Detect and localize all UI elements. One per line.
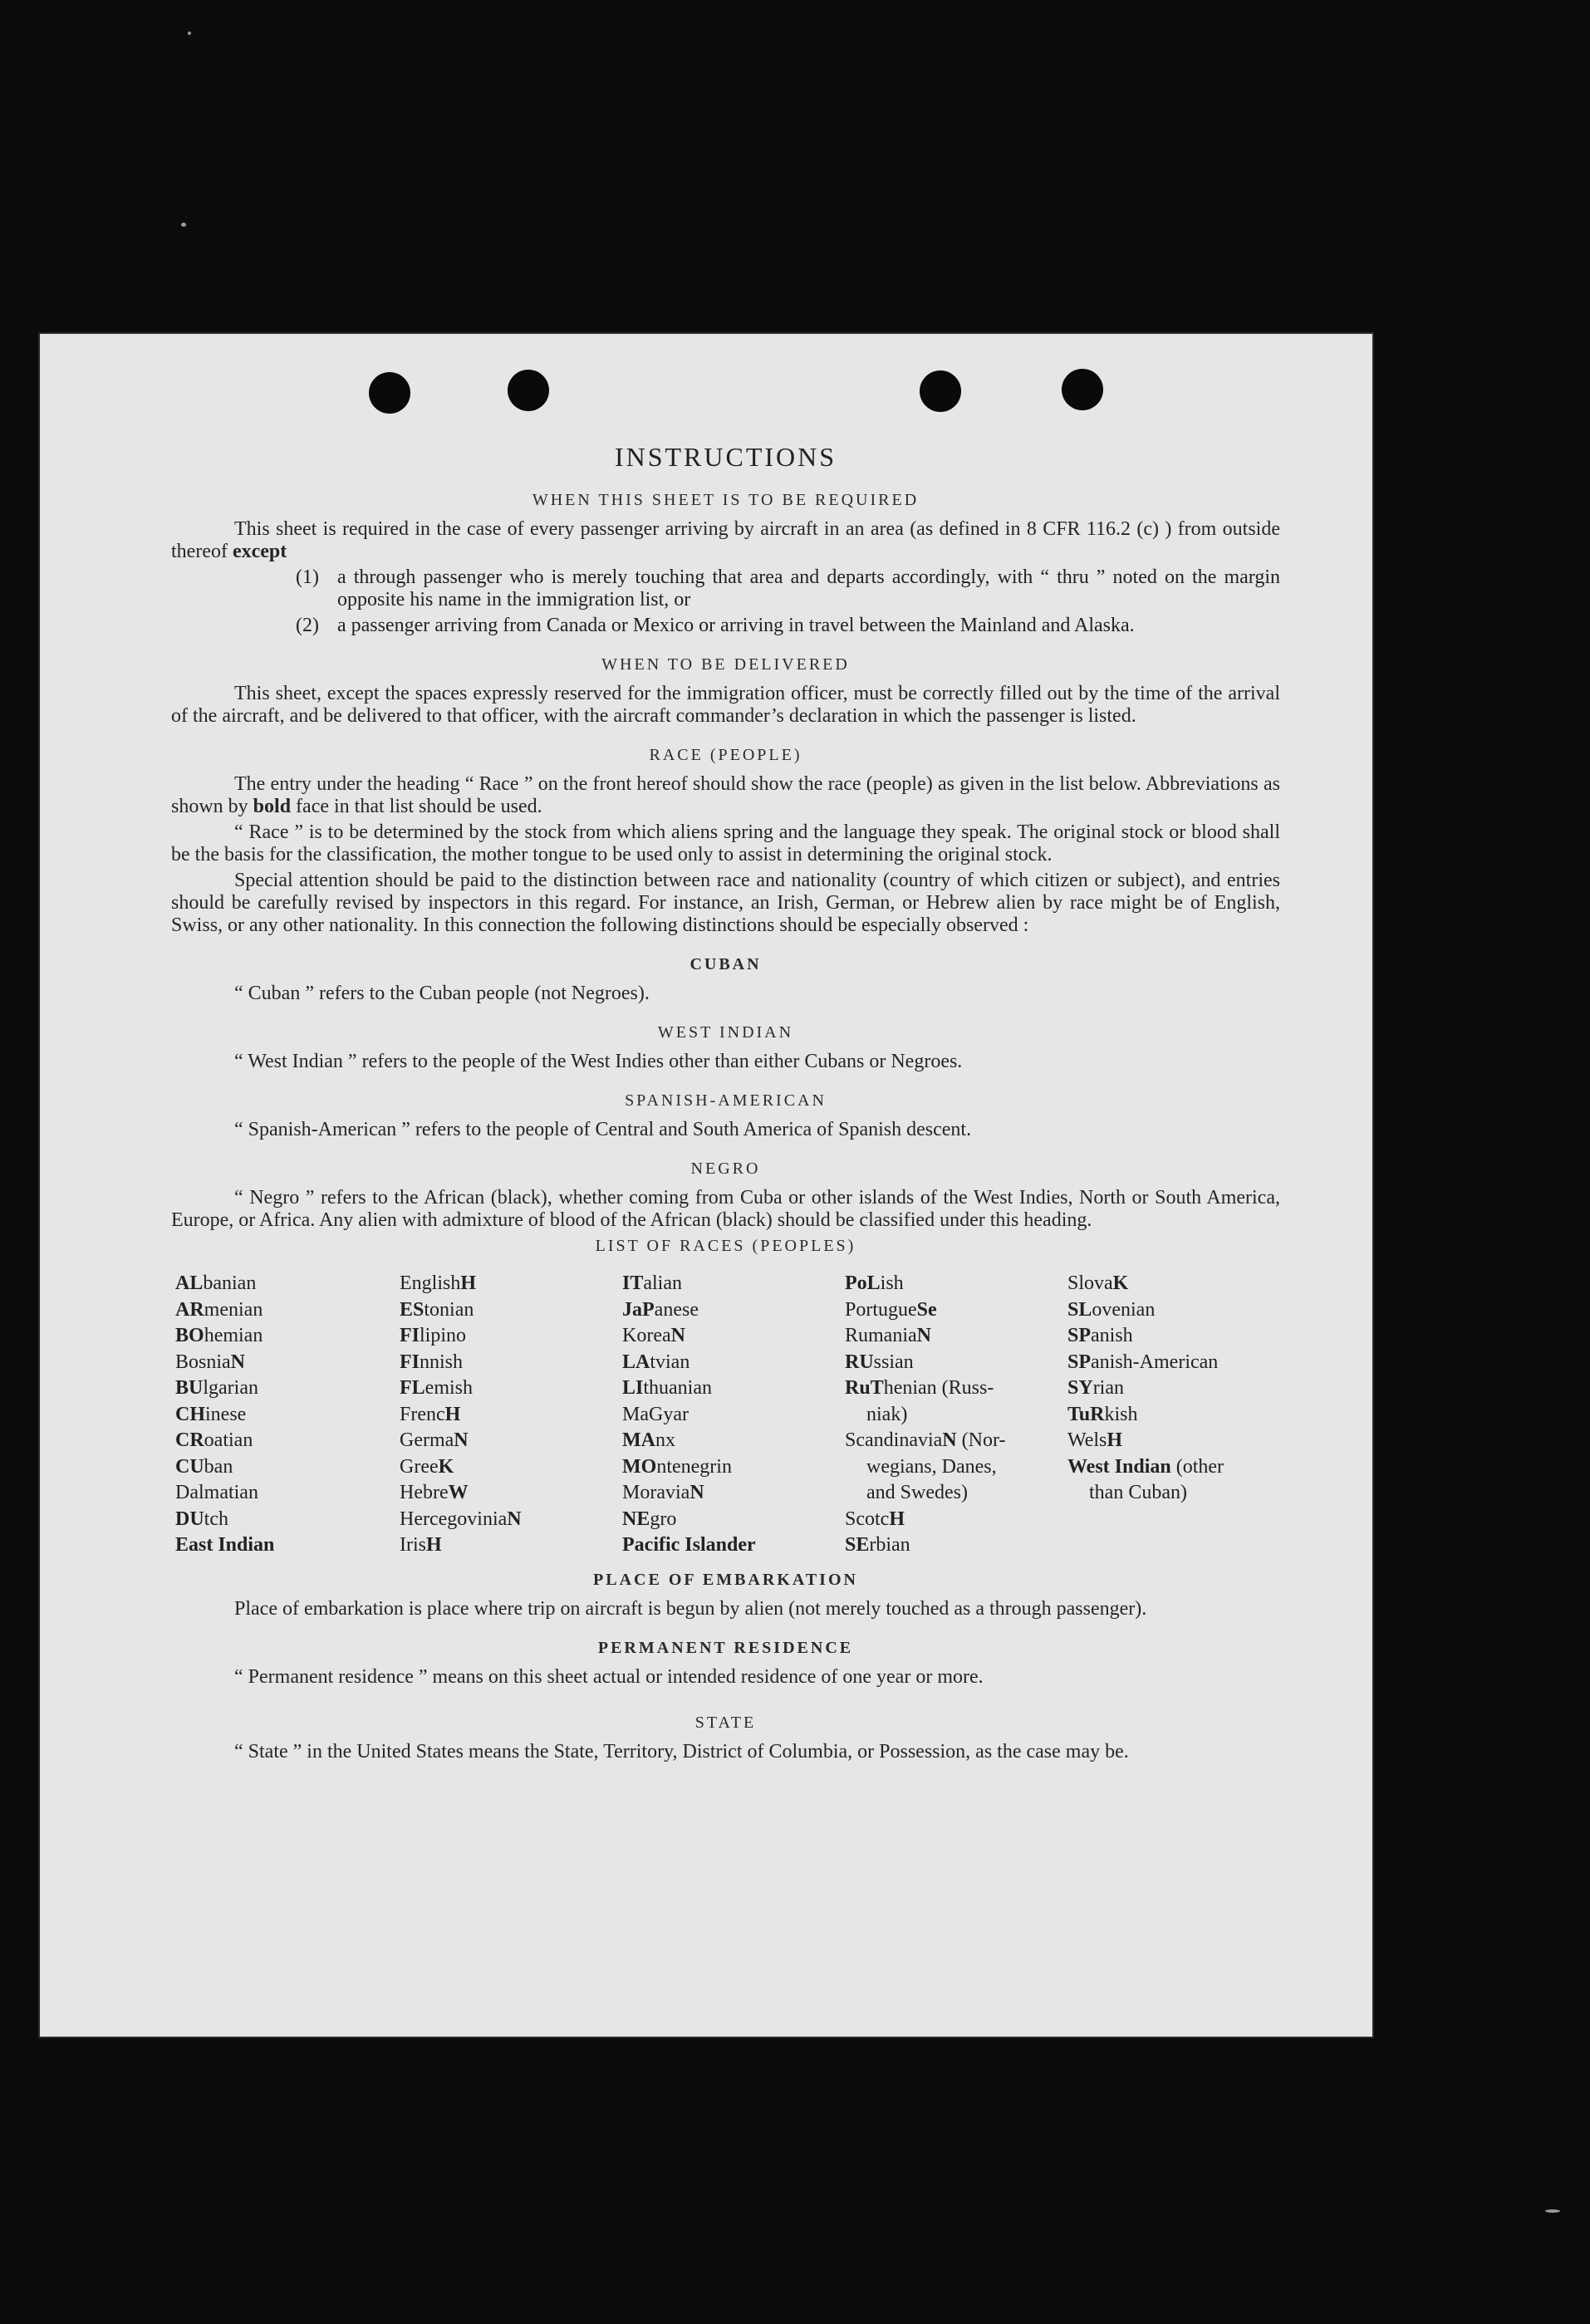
item-text: a through passenger who is merely touching that area and departs accordingly, with “ thru ” noted on the margin opposite his name in the immigration list, or [337, 566, 1280, 610]
scan-speck [181, 223, 186, 227]
race-abbrev: BO [175, 1325, 204, 1346]
section-heading-delivered: WHEN TO BE DELIVERED [601, 655, 850, 674]
section-heading-embarkation: PLACE OF EMBARKATION [593, 1570, 858, 1589]
required-intro-text: This sheet is required in the case of every passenger arriving by aircraft in an area (as defined in 8 CFR 116.2 (c) ) from outside thereof [171, 518, 1280, 562]
race-entry: SErbian [845, 1534, 910, 1556]
race-abbrev: NE [622, 1508, 650, 1530]
race-abbrev: AR [175, 1298, 204, 1321]
race-abbrev: SP [1067, 1325, 1092, 1346]
race-abbrev: PoL [845, 1272, 881, 1294]
state-text: “ State ” in the United States means the State, Territory, District of Columbia, or Possession, as the case may be. [234, 1740, 1129, 1763]
race-entry: SLovenian [1067, 1298, 1156, 1321]
race-entry: EStonian [400, 1298, 474, 1321]
races-column [1067, 1271, 1317, 1559]
race-abbrev: CR [175, 1429, 204, 1451]
race-entry: ARmenian [175, 1298, 263, 1321]
residence-text: “ Permanent residence ” means on this sheet actual or intended residence of one year or more. [234, 1665, 984, 1688]
race-abbrev: W [448, 1482, 469, 1503]
race-entry: FrencH [400, 1403, 461, 1425]
race-abbrev: SP [1067, 1351, 1092, 1373]
race-abbrev: N [230, 1351, 246, 1373]
race-entry: MoraviaN [622, 1482, 704, 1503]
item-number: (1) [296, 566, 319, 588]
race-abbrev: DU [175, 1508, 204, 1530]
race-entry: niak) [866, 1403, 908, 1425]
punch-hole [369, 372, 410, 414]
race-entry: NEgro [622, 1508, 677, 1530]
race-abbrev: JaP [622, 1298, 655, 1321]
race-entry: West Indian (other [1067, 1455, 1224, 1478]
race-abbrev: K [1112, 1272, 1129, 1294]
race-entry: MAnx [622, 1429, 675, 1451]
race-abbrev: CU [175, 1455, 204, 1478]
races-column [845, 1271, 1067, 1559]
race-entry: SPanish-American [1067, 1351, 1219, 1373]
race-entry: HercegoviniaN [400, 1508, 522, 1530]
race-entry: JaPanese [622, 1298, 699, 1321]
races-column [622, 1271, 845, 1559]
scan-speck [1545, 2209, 1560, 2213]
section-heading-races-list: LIST OF RACES (PEOPLES) [595, 1237, 856, 1255]
race-abbrev: H [460, 1272, 477, 1294]
required-item [171, 566, 1280, 611]
race-entry [622, 1532, 845, 1559]
race-abbrev: RuT [845, 1377, 884, 1399]
race-abbrev: Se [916, 1298, 937, 1321]
required-item [171, 615, 1280, 637]
races-list [175, 1271, 1280, 1559]
race-paragraph-2: “ Race ” is to be determined by the stock from which aliens spring and the language they speak. The original stock or blood shall be the basis for the classification, the mother tongue to be used only to assist in determining the original stock. [171, 821, 1280, 865]
race-entry: LAtvian [622, 1351, 690, 1373]
section-heading-spanish-american: SPANISH-AMERICAN [625, 1091, 827, 1110]
race-abbrev: N [916, 1325, 931, 1346]
race-abbrev: Pacific Islander [622, 1534, 756, 1556]
race-entry: WelsH [1067, 1429, 1123, 1451]
race-abbrev: MA [622, 1429, 655, 1451]
race-entry: MOntenegrin [622, 1455, 732, 1478]
scan-speck [188, 32, 191, 35]
punch-hole [508, 370, 549, 411]
race-entry: TuRkish [1067, 1403, 1138, 1425]
race-entry: LIthuanian [622, 1377, 712, 1399]
item-number: (2) [296, 615, 319, 636]
race-entry: Dalmatian [175, 1482, 258, 1503]
section-heading-state: STATE [694, 1713, 757, 1732]
race-abbrev: H [889, 1508, 905, 1530]
race-entry: than Cuban) [1089, 1482, 1187, 1503]
race-entry: PortugueSe [845, 1298, 937, 1321]
negro-text: “ Negro ” refers to the African (black), whether coming from Cuba or other islands of the West Indies, North or South America, Europe, or Africa. Any alien with admixture of blood of the African (black) should be classified under this heading. [171, 1187, 1280, 1231]
spanish-american-text: “ Spanish-American ” refers to the people of Central and South America of Spanish descent. [234, 1119, 972, 1140]
section-heading-race: RACE (PEOPLE) [649, 746, 802, 764]
race-p1-bold: bold [253, 796, 292, 817]
race-abbrev: FL [400, 1377, 425, 1399]
cuban-text: “ Cuban ” refers to the Cuban people (not Negroes). [234, 983, 650, 1004]
race-entry: RUssian [845, 1351, 914, 1373]
race-abbrev: N [507, 1508, 522, 1530]
race-paragraph-1 [171, 773, 1280, 818]
race-entry [175, 1532, 400, 1559]
document-title: INSTRUCTIONS [614, 442, 837, 472]
item-text: a passenger arriving from Canada or Mexico or arriving in travel between the Mainland and Alaska. [337, 615, 1135, 636]
race-abbrev: H [1107, 1429, 1123, 1451]
races-column [400, 1271, 622, 1559]
race-entry: CHinese [175, 1403, 247, 1425]
instruction-sheet [38, 332, 1374, 2038]
race-abbrev: East Indian [175, 1534, 275, 1556]
race-entry: and Swedes) [866, 1482, 968, 1503]
race-abbrev: N [670, 1325, 685, 1346]
race-entry: BOhemian [175, 1325, 263, 1346]
race-abbrev: SE [845, 1534, 870, 1556]
section-heading-cuban: CUBAN [689, 955, 762, 973]
embarkation-text: Place of embarkation is place where trip on aircraft is begun by alien (not merely touched as a through passenger). [234, 1597, 1147, 1620]
race-abbrev: LA [622, 1351, 650, 1373]
race-entry: BosniaN [175, 1351, 246, 1373]
race-abbrev: BU [175, 1377, 204, 1399]
race-paragraph-3: Special attention should be paid to the distinction between race and nationality (country of which citizen or subject), and entries should be carefully revised by inspectors in this regard. For instance, an Irish, German, or Hebrew alien by race might be of English, Swiss, or any other nationality. In this connection the following distinctions should be especially observed : [171, 870, 1280, 936]
race-entry: RuThenian (Russ- [845, 1377, 994, 1399]
race-abbrev: H [444, 1403, 461, 1425]
section-heading-residence: PERMANENT RESIDENCE [597, 1638, 854, 1657]
race-abbrev: N [689, 1482, 704, 1503]
race-entry: CRoatian [175, 1429, 253, 1451]
race-p1-after: face in that list should be used. [296, 796, 542, 817]
section-heading-required: WHEN THIS SHEET IS TO BE REQUIRED [532, 491, 920, 509]
race-entry: MaGyar [622, 1403, 689, 1425]
race-entry: ScandinaviaN (Nor- [845, 1429, 1006, 1451]
delivered-text: This sheet, except the spaces expressly reserved for the immigration officer, must be correctly filled out by the time of the arrival of the aircraft, and be delivered to that officer, with the aircraft commander’s declaration in which the passenger is listed. [171, 683, 1280, 727]
race-entry: SYrian [1067, 1377, 1124, 1399]
race-abbrev: RU [845, 1351, 874, 1373]
race-abbrev: H [426, 1534, 442, 1556]
west-indian-text: “ West Indian ” refers to the people of the West Indies other than either Cubans or Negroes. [234, 1051, 963, 1072]
section-heading-west-indian: WEST INDIAN [657, 1023, 794, 1042]
race-abbrev: West Indian [1067, 1455, 1171, 1478]
race-entry: GermaN [400, 1429, 469, 1451]
race-entry: KoreaN [622, 1325, 685, 1346]
race-abbrev: IT [622, 1272, 644, 1294]
race-entry: SPanish [1067, 1325, 1133, 1346]
race-entry: GreeK [400, 1455, 454, 1478]
race-entry: CUban [175, 1455, 233, 1478]
race-entry: BUlgarian [175, 1377, 258, 1399]
sheet-content [171, 442, 1280, 1767]
race-entry: HebreW [400, 1482, 469, 1503]
race-abbrev: SY [1067, 1377, 1093, 1399]
punch-hole [1062, 369, 1103, 410]
race-abbrev: ES [400, 1298, 424, 1321]
race-entry: FLemish [400, 1377, 473, 1399]
required-intro [171, 518, 1280, 563]
race-abbrev: FI [400, 1351, 420, 1373]
race-entry: EnglishH [400, 1272, 477, 1294]
race-abbrev: MO [622, 1455, 657, 1478]
section-heading-negro: NEGRO [690, 1160, 761, 1178]
race-entry: FIlipino [400, 1325, 467, 1346]
race-abbrev: TuR [1067, 1403, 1105, 1425]
race-abbrev: FI [400, 1325, 420, 1346]
race-entry: ITalian [622, 1272, 682, 1294]
punch-hole [920, 370, 961, 412]
race-p1-before: The entry under the heading “ Race ” on the front hereof should show the race (people) as given in the list below. Abbreviations as shown by [171, 773, 1280, 817]
race-abbrev: LI [622, 1377, 644, 1399]
race-entry: wegians, Danes, [866, 1455, 997, 1478]
race-abbrev: N [942, 1429, 957, 1451]
race-entry: DUtch [175, 1508, 228, 1530]
race-entry: PoLish [845, 1272, 904, 1294]
race-abbrev: N [454, 1429, 469, 1451]
race-entry: IrisH [400, 1534, 442, 1556]
races-column [175, 1271, 400, 1559]
race-entry: FInnish [400, 1351, 464, 1373]
race-abbrev: K [438, 1455, 454, 1478]
race-entry: ScotcH [845, 1508, 905, 1530]
race-entry: RumaniaN [845, 1325, 931, 1346]
race-abbrev: CH [175, 1403, 205, 1425]
race-entry: SlovaK [1067, 1272, 1129, 1294]
race-entry: ALbanian [175, 1272, 257, 1294]
race-abbrev: SL [1067, 1298, 1092, 1321]
required-intro-except: except [232, 541, 287, 562]
race-abbrev: AL [175, 1272, 204, 1294]
